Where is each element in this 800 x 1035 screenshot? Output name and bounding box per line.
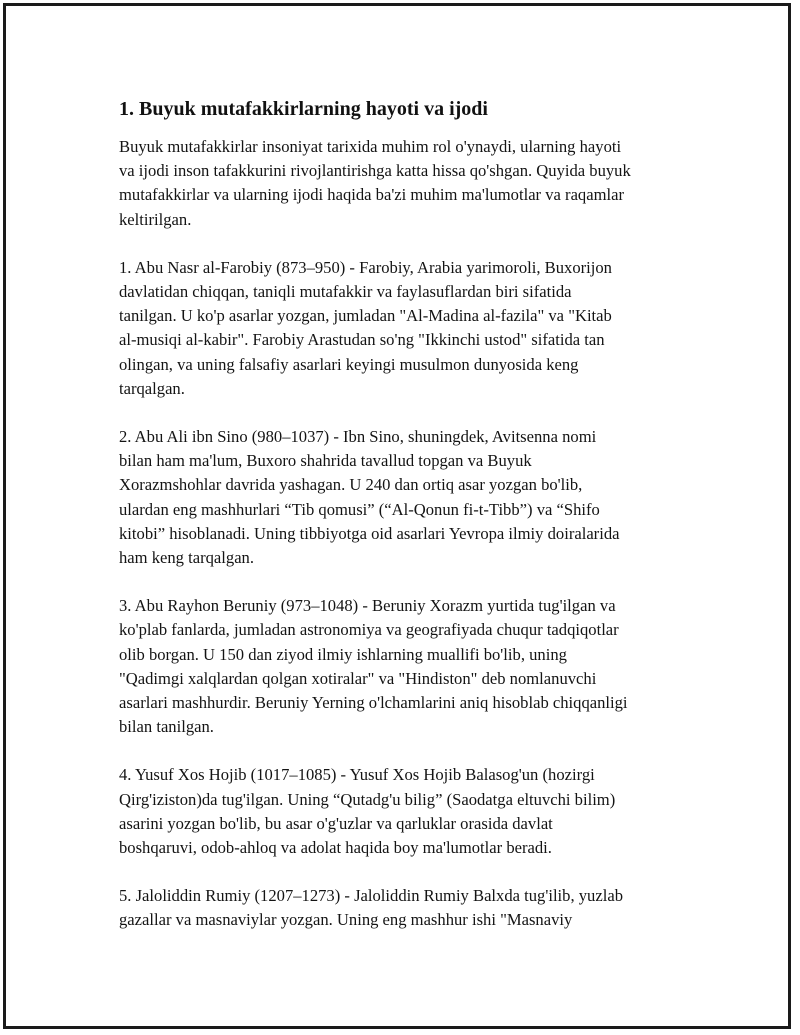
paragraph-rumiy: 5. Jaloliddin Rumiy (1207–1273) - Jaloliddin Rumiy Balxda tug'ilib, yuzlab gazallar va masnaviylar yozgan. Uning eng mashhur ishi "Masnaviy xyxy=(119,886,623,930)
paragraph-ibn-sino: 2. Abu Ali ibn Sino (980–1037) - Ibn Sino, shuningdek, Avitsenna nomi bilan ham ma'lum, Buxoro shahrida tavallud topgan va Buyuk Xorazmshohlar davrida yashagan. U 240 dan ortiq asar yozgan bo'lib, ulardan eng mashhurlari “Tib qomusi” (“Al-Qonun fi-t-Tibb”) va “Shifo kitobi” hisoblanadi. Uning tibbiyotga oid asarlari Yevropa ilmiy doiralarida ham keng tarqalgan. xyxy=(119,427,620,568)
document-body xyxy=(119,96,694,957)
paragraph-farobiy: 1. Abu Nasr al-Farobiy (873–950) - Farobiy, Arabia yarimoroli, Buxorijon davlatidan chiqqan, taniqli mutafakkir va faylasuflardan biri sifatida tanilgan. U ko'p asarlar yozgan, jumladan "Al-Madina al-fazila" va "Kitab al-musiqi al-kabir". Farobiy Arastudan so'ng "Ikkinchi ustod" sifatida tan olingan, va uning falsafiy asarlari keyingi musulmon dunyosida keng tarqalgan. xyxy=(119,257,612,398)
paragraph-beruniy: 3. Abu Rayhon Beruniy (973–1048) - Beruniy Xorazm yurtida tug'ilgan va ko'plab fanlarda, jumladan astronomiya va geografiyada chuqur tadqiqotlar olib borgan. U 150 dan ziyod ilmiy ishlarning muallifi bo'lib, uning "Qadimgi xalqlardan qolgan xotiralar" va "Hindiston" deb nomlanuvchi asarlari mashhurdir. Beruniy Yerning o'lchamlarini aniq hisoblab chiqqanligi bilan tanilgan. xyxy=(119,596,628,737)
document-page xyxy=(3,3,791,1029)
intro-paragraph: Buyuk mutafakkirlar insoniyat tarixida muhim rol o'ynaydi, ularning hayoti va ijodi inson tafakkurini rivojlantirishga katta hissa qo'shgan. Quyida buyuk mutafakkirlar va ularning ijodi haqida ba'zi muhim ma'lumotlar va raqamlar keltirilgan. xyxy=(119,137,631,229)
section-heading: 1. Buyuk mutafakkirlarning hayoti va ijodi xyxy=(119,98,488,120)
paragraph-yusuf-xos-hojib: 4. Yusuf Xos Hojib (1017–1085) - Yusuf Xos Hojib Balasog'un (hozirgi Qirg'iziston)da tug'ilgan. Uning “Qutadg'u bilig” (Saodatga eltuvchi bilim) asarini yozgan bo'lib, bu asar o'g'uzlar va qarluklar orasida davlat boshqaruvi, odob-ahloq va adolat haqida boy ma'lumotlar beradi. xyxy=(119,765,616,858)
